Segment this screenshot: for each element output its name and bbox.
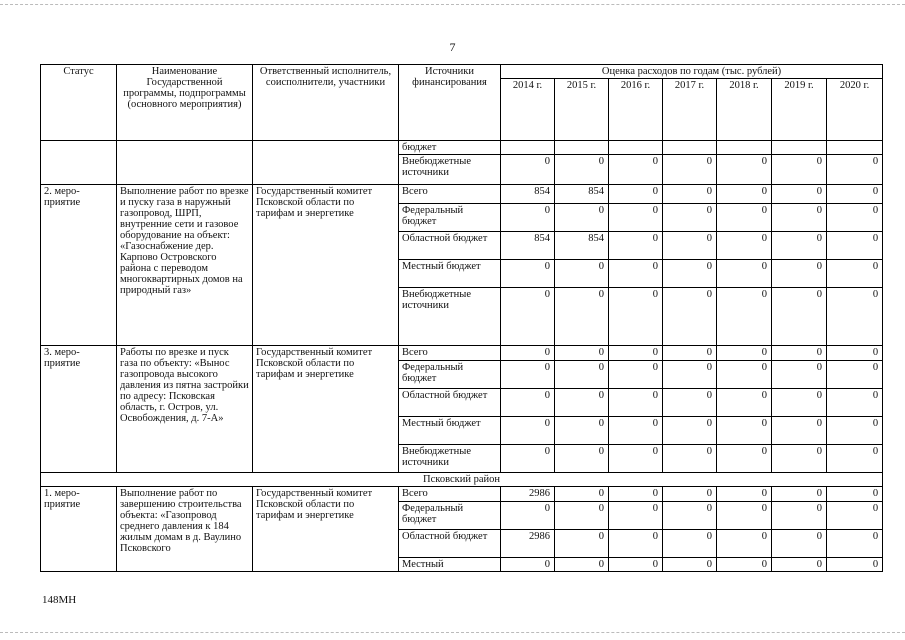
- executor-cell: Государственный комитет Псковской области по тарифам и энергетике: [253, 185, 399, 346]
- value-cell: 0: [555, 346, 609, 361]
- value-cell: 0: [717, 204, 772, 232]
- value-cell: 0: [555, 389, 609, 417]
- value-cell: 0: [663, 487, 717, 502]
- value-cell: 0: [827, 502, 883, 530]
- value-cell: 0: [772, 185, 827, 204]
- source-cell: Местный: [399, 558, 501, 572]
- source-cell: Всего: [399, 487, 501, 502]
- source-cell: Федеральный бюджет: [399, 502, 501, 530]
- source-cell: Федеральный бюджет: [399, 361, 501, 389]
- value-cell: 0: [827, 232, 883, 260]
- value-cell: 0: [772, 155, 827, 185]
- header-year: 2016 г.: [609, 79, 663, 141]
- header-year: 2017 г.: [663, 79, 717, 141]
- value-cell: 0: [501, 417, 555, 445]
- value-cell: 0: [717, 260, 772, 288]
- value-cell: 0: [555, 260, 609, 288]
- value-cell: 0: [663, 204, 717, 232]
- value-cell: 0: [663, 232, 717, 260]
- value-cell: 0: [827, 361, 883, 389]
- value-cell: 0: [555, 502, 609, 530]
- value-cell: 0: [772, 558, 827, 572]
- value-cell: 0: [663, 389, 717, 417]
- value-cell: 0: [772, 417, 827, 445]
- source-cell: Областной бюджет: [399, 389, 501, 417]
- value-cell: 0: [772, 346, 827, 361]
- value-cell: 0: [717, 361, 772, 389]
- value-cell: 0: [501, 361, 555, 389]
- value-cell: [717, 141, 772, 155]
- value-cell: 0: [555, 417, 609, 445]
- header-row: [41, 65, 883, 79]
- value-cell: 0: [609, 204, 663, 232]
- source-cell: Внебюджетные источники: [399, 155, 501, 185]
- section-title: Псковский район: [41, 473, 883, 487]
- value-cell: 0: [555, 361, 609, 389]
- value-cell: 0: [609, 502, 663, 530]
- value-cell: 0: [609, 288, 663, 346]
- value-cell: 0: [827, 487, 883, 502]
- value-cell: 0: [717, 185, 772, 204]
- value-cell: 0: [501, 389, 555, 417]
- value-cell: 0: [717, 288, 772, 346]
- executor-cell: [253, 141, 399, 185]
- name-cell: Выполнение работ по врезке и пуску газа в наружный газопровод, ШРП, внутренние сети и газовое оборудование на объект: «Газоснабжение дер. Карпово Островского района с переводом многоквартирных домов на природный газ»: [117, 185, 253, 346]
- value-cell: 0: [827, 288, 883, 346]
- value-cell: 0: [609, 417, 663, 445]
- value-cell: 0: [717, 232, 772, 260]
- value-cell: 0: [827, 445, 883, 473]
- value-cell: 0: [772, 204, 827, 232]
- value-cell: 854: [555, 232, 609, 260]
- value-cell: 0: [501, 502, 555, 530]
- header-year: 2018 г.: [717, 79, 772, 141]
- header-program-name: Наименование Государственной программы, подпрограммы (основного мероприятия): [117, 65, 253, 141]
- value-cell: 0: [717, 346, 772, 361]
- source-cell: Местный бюджет: [399, 260, 501, 288]
- status-cell: 2. меро-приятие: [41, 185, 117, 346]
- source-cell: Всего: [399, 185, 501, 204]
- value-cell: 0: [772, 361, 827, 389]
- value-cell: 0: [827, 417, 883, 445]
- name-cell: [117, 141, 253, 185]
- value-cell: 0: [827, 185, 883, 204]
- status-cell: 1. меро-приятие: [41, 487, 117, 572]
- value-cell: 0: [827, 558, 883, 572]
- value-cell: 0: [609, 361, 663, 389]
- value-cell: 854: [501, 185, 555, 204]
- value-cell: 0: [717, 487, 772, 502]
- value-cell: 0: [827, 260, 883, 288]
- header-year: 2020 г.: [827, 79, 883, 141]
- value-cell: 0: [555, 155, 609, 185]
- footer-code: 148МН: [42, 594, 77, 606]
- value-cell: 0: [663, 530, 717, 558]
- value-cell: 0: [663, 502, 717, 530]
- value-cell: 0: [663, 185, 717, 204]
- header-estimate: Оценка расходов по годам (тыс. рублей): [501, 65, 883, 79]
- value-cell: 0: [609, 530, 663, 558]
- value-cell: 0: [609, 155, 663, 185]
- value-cell: 2986: [501, 530, 555, 558]
- page-number: 7: [449, 40, 456, 54]
- source-cell: Областной бюджет: [399, 232, 501, 260]
- value-cell: 0: [501, 558, 555, 572]
- header-year: 2015 г.: [555, 79, 609, 141]
- value-cell: 0: [663, 346, 717, 361]
- value-cell: 0: [827, 204, 883, 232]
- scan-edge-bottom: [0, 632, 905, 633]
- value-cell: 2986: [501, 487, 555, 502]
- value-cell: 0: [663, 558, 717, 572]
- header-status: Статус: [41, 65, 117, 141]
- value-cell: 854: [555, 185, 609, 204]
- value-cell: 0: [827, 530, 883, 558]
- value-cell: 0: [555, 530, 609, 558]
- value-cell: 0: [717, 155, 772, 185]
- value-cell: 0: [609, 445, 663, 473]
- value-cell: 0: [717, 502, 772, 530]
- table-row: [41, 487, 883, 502]
- value-cell: 0: [609, 185, 663, 204]
- value-cell: 0: [772, 445, 827, 473]
- value-cell: 0: [827, 346, 883, 361]
- value-cell: 0: [827, 389, 883, 417]
- value-cell: 0: [501, 260, 555, 288]
- value-cell: 0: [609, 346, 663, 361]
- name-cell: Выполнение работ по завершению строительства объекта: «Газопровод среднего давления к 184 жилым домам в д. Ваулино Псковского: [117, 487, 253, 572]
- value-cell: 0: [663, 155, 717, 185]
- source-cell: Внебюджетные источники: [399, 445, 501, 473]
- value-cell: 0: [663, 260, 717, 288]
- value-cell: 0: [663, 361, 717, 389]
- value-cell: 0: [772, 502, 827, 530]
- source-cell: Местный бюджет: [399, 417, 501, 445]
- value-cell: [827, 141, 883, 155]
- value-cell: 0: [717, 417, 772, 445]
- value-cell: 0: [609, 487, 663, 502]
- value-cell: 0: [717, 530, 772, 558]
- value-cell: 0: [501, 445, 555, 473]
- expenditure-table: [40, 64, 883, 572]
- value-cell: [663, 141, 717, 155]
- value-cell: 0: [663, 288, 717, 346]
- value-cell: 0: [501, 288, 555, 346]
- table-row: [41, 141, 883, 155]
- value-cell: 0: [772, 530, 827, 558]
- value-cell: 854: [501, 232, 555, 260]
- value-cell: 0: [501, 346, 555, 361]
- source-cell: бюджет: [399, 141, 501, 155]
- value-cell: 0: [717, 445, 772, 473]
- table-row: [41, 346, 883, 361]
- value-cell: 0: [555, 445, 609, 473]
- value-cell: 0: [772, 288, 827, 346]
- value-cell: 0: [717, 558, 772, 572]
- table-row: [41, 185, 883, 204]
- value-cell: 0: [609, 260, 663, 288]
- name-cell: Работы по врезке и пуск газа по объекту: «Вынос газопровода высокого давления из пятна застройки по адресу: Псковская область, г. Остров, ул. Освобождения, д. 7-А»: [117, 346, 253, 473]
- value-cell: 0: [772, 389, 827, 417]
- value-cell: 0: [555, 487, 609, 502]
- value-cell: 0: [772, 260, 827, 288]
- value-cell: 0: [772, 487, 827, 502]
- value-cell: [555, 141, 609, 155]
- source-cell: Внебюджетные источники: [399, 288, 501, 346]
- scan-edge-top: [0, 4, 905, 5]
- status-cell: 3. меро-приятие: [41, 346, 117, 473]
- source-cell: Областной бюджет: [399, 530, 501, 558]
- source-cell: Федеральный бюджет: [399, 204, 501, 232]
- value-cell: 0: [501, 155, 555, 185]
- value-cell: 0: [772, 232, 827, 260]
- header-sources: Источники финансирования: [399, 65, 501, 141]
- value-cell: 0: [501, 204, 555, 232]
- value-cell: 0: [609, 558, 663, 572]
- value-cell: 0: [609, 389, 663, 417]
- source-cell: Всего: [399, 346, 501, 361]
- value-cell: 0: [717, 389, 772, 417]
- value-cell: 0: [827, 155, 883, 185]
- value-cell: [609, 141, 663, 155]
- header-executor: Ответственный исполнитель, соисполнители, участники: [253, 65, 399, 141]
- value-cell: 0: [555, 204, 609, 232]
- value-cell: [501, 141, 555, 155]
- executor-cell: Государственный комитет Псковской области по тарифам и энергетике: [253, 487, 399, 572]
- value-cell: 0: [555, 288, 609, 346]
- value-cell: 0: [663, 417, 717, 445]
- value-cell: 0: [555, 558, 609, 572]
- status-cell: [41, 141, 117, 185]
- header-year: 2014 г.: [501, 79, 555, 141]
- executor-cell: Государственный комитет Псковской области по тарифам и энергетике: [253, 346, 399, 473]
- header-year: 2019 г.: [772, 79, 827, 141]
- value-cell: [772, 141, 827, 155]
- value-cell: 0: [663, 445, 717, 473]
- value-cell: 0: [609, 232, 663, 260]
- section-row: [41, 473, 883, 487]
